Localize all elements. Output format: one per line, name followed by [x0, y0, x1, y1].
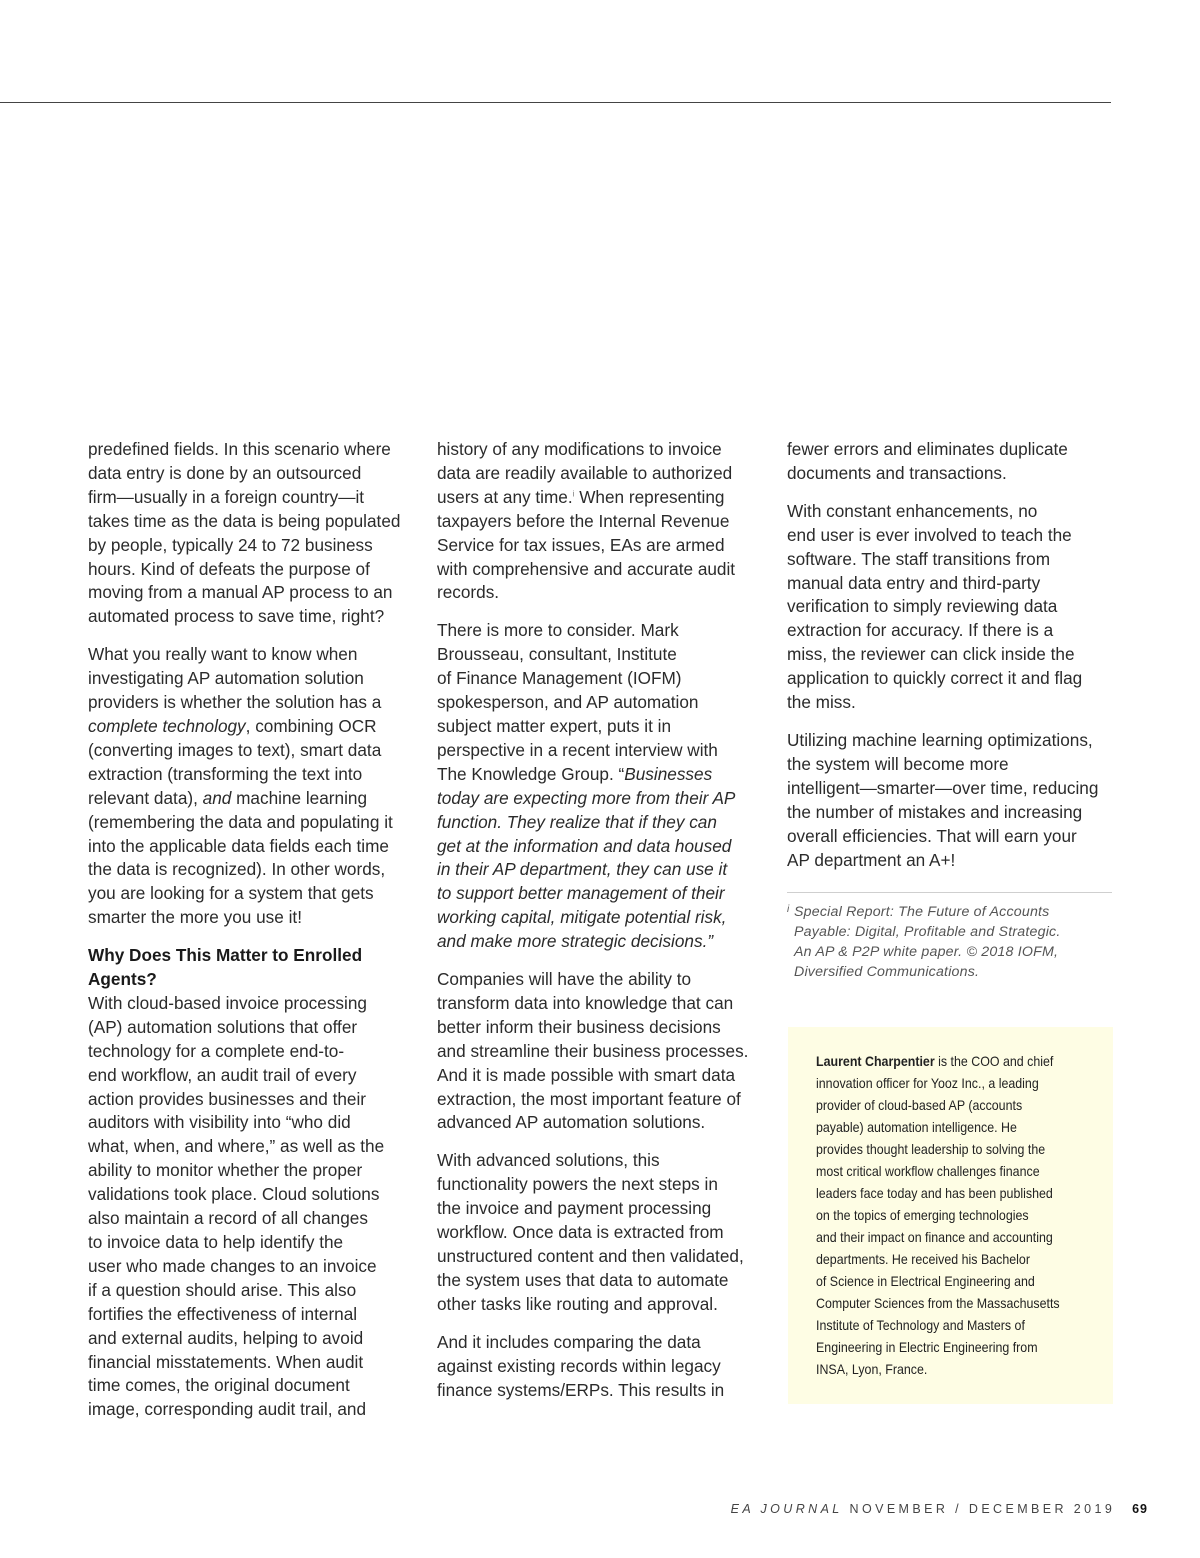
author-bio-box [788, 1027, 1113, 1404]
header-rule [0, 102, 1111, 103]
footnote-text: Special Report: The Future of Accounts Payable: Digital, Profitable and Strategic. An AP & P2P white paper. © 2018 IOFM, Diversified Communications. [794, 904, 1061, 980]
footnote-mark: i [787, 904, 790, 916]
column-1 [88, 438, 418, 1436]
quote: Businesses today are expecting more from their AP function. They realize that if they can get at the information and data housed in their AP department, they can use it to support better management of their working capital, mitigate potential risk, and make more strategic decisions.” [437, 763, 736, 952]
journal-name: EA JOURNAL [730, 1502, 843, 1516]
paragraph: With constant enhancements, no end user is ever involved to teach the software. The staff transitions from manual data entry and third-party verification to simply reviewing data extraction for accuracy. If there is a miss, the reviewer can click inside the application to quickly correct it and flag the miss. [787, 500, 1083, 713]
paragraph: Companies will have the ability to transform data into knowledge that can better inform their business decisions and streamline their business processes. And it is made possible with smart data extraction, the most important feature of advanced AP automation solutions. [437, 969, 749, 1133]
paragraph: What you really want to know when investigating AP automation solution providers is whether the solution has a complete technology, combining OCR (converting images to text), smart data extraction (transforming the text into relevant data), and machine learning (remembering the data and populating it into the applicable data fields each time the data is recognized). In other words, you are looking for a system that gets smarter the more you use it! [88, 644, 393, 928]
paragraph: predefined fields. In this scenario where data entry is done by an outsourced firm—usually in a foreign country—it takes time as the data is being populated by people, typically 24 to 72 business hours. Kind of defeats the purpose of moving from a manual AP process to an automated process to save time, right? [88, 439, 401, 627]
paragraph: history of any modifications to invoice data are readily available to authorized users at any time.$^i$ When representing taxpayers before the Internal Revenue Service for tax issues, EAs are armed with comprehensive and accurate audit records. [437, 439, 736, 603]
paragraph: And it includes comparing the data against existing records within legacy finance systems/ERPs. This results in [437, 1331, 725, 1400]
paragraph: fewer errors and eliminates duplicate documents and transactions. [787, 439, 1068, 483]
paragraph: With advanced solutions, this functionality powers the next steps in the invoice and payment processing workflow. Once data is extracted from unstructured content and then validated, the system uses that data to automate other tasks like routing and approval. [437, 1150, 744, 1314]
issue-date: NOVEMBER / DECEMBER 2019 [849, 1502, 1116, 1516]
footnote [787, 903, 1112, 982]
column-3 [787, 438, 1112, 983]
page-number: 69 [1132, 1502, 1148, 1516]
author-bio: Laurent Charpentier is the COO and chief innovation officer for Yooz Inc., a leading provider of cloud-based AP (accounts payable) automation intelligence. He provides thought leadership to solving the most critical workflow challenges finance leaders face today and has been published on the topics of emerging technologies and their impact on finance and accounting departments. He received his Bachelor of Science in Electrical Engineering and Computer Sciences from the Massachusetts Institute of Technology and Masters of Engineering in Electric Engineering from INSA, Lyon, France. [816, 1054, 1060, 1377]
paragraph: There is more to consider. Mark Brousseau, consultant, Institute of Finance Management (IOFM) spokesperson, and AP automation subject matter expert, puts it in perspective in a recent interview with The Knowledge Group. “Businesses today are expecting more from their AP function. They realize that if they can get at the information and data housed in their AP department, they can use it to support better management of their working capital, mitigate potential risk, and make more strategic decisions.” [437, 620, 736, 952]
footnote-divider [787, 892, 1112, 893]
section-heading: Why Does This Matter to Enrolled Agents? [88, 945, 363, 990]
column-2 [437, 438, 767, 1416]
paragraph: Utilizing machine learning optimizations, the system will become more intelligent—smarter—over time, reducing the number of mistakes and increasing overall efficiencies. That will earn your AP department an A+! [787, 729, 1099, 870]
author-name: Laurent Charpentier [816, 1054, 935, 1069]
paragraph: With cloud-based invoice processing (AP) automation solutions that offer technology for a complete end-to- end workflow, an audit trail of every action provides businesses and their auditors with visibility into “who did what, when, and where,” as well as the ability to monitor whether the proper validations took place. Cloud solutions also maintain a record of all changes to invoice data to help identify the user who made changes to an invoice if a question should arise. This also fortifies the effectiveness of internal and external audits, helping to avoid financial misstatements. When audit time comes, the original document image, corresponding audit trail, and [88, 992, 385, 1420]
footnote-reference: i [572, 489, 575, 499]
page-footer [731, 1502, 1148, 1516]
